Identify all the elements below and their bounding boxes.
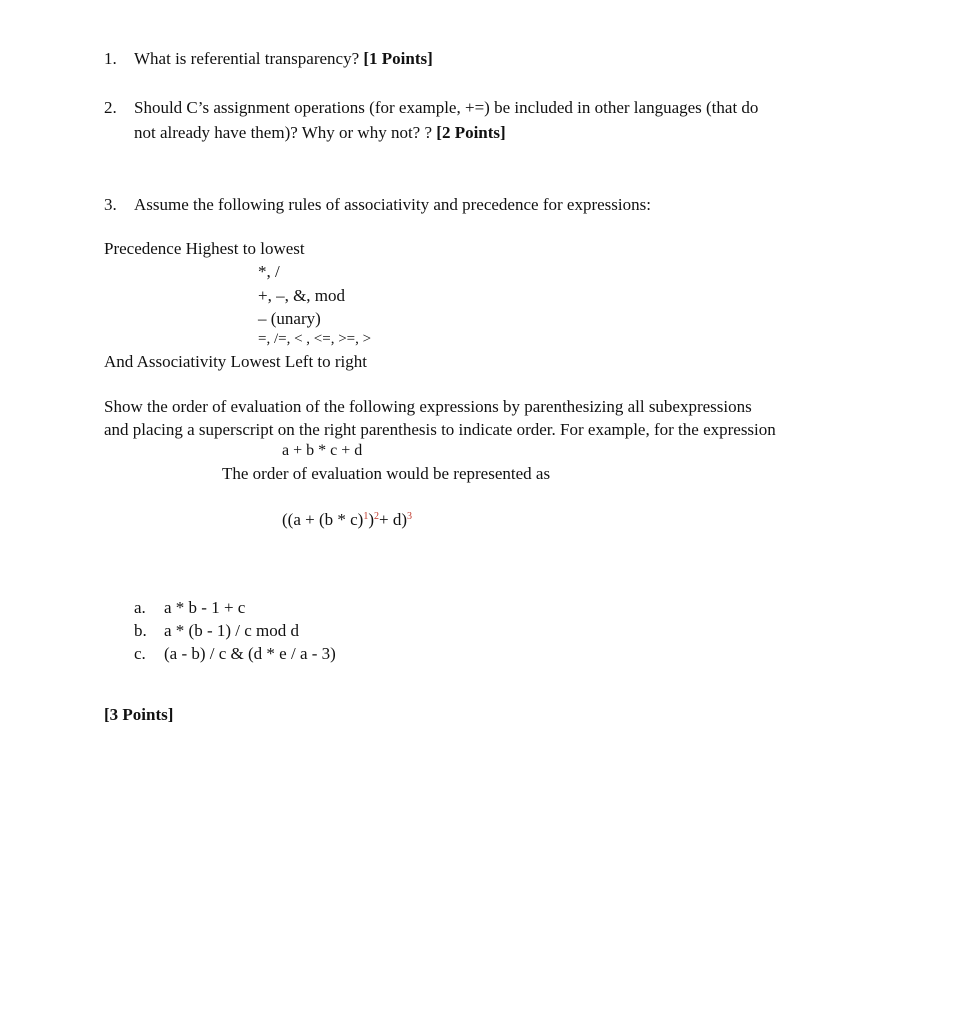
represented-as-text: The order of evaluation would be represented as xyxy=(222,464,551,483)
list-item xyxy=(134,621,299,641)
question-2-points: [2 Points] xyxy=(436,123,506,142)
instructions-line-1: Show the order of evaluation of the following expressions by parenthesizing all subexpressions xyxy=(104,397,752,416)
example-superscript-1: 1 xyxy=(363,511,369,522)
question-3-text: Assume the following rules of associativity and precedence for expressions: xyxy=(134,195,651,214)
precedence-level-2: +, –, &, mod xyxy=(258,286,346,305)
list-item-label: b. xyxy=(134,621,147,640)
question-2-continued xyxy=(134,123,506,143)
question-1-points: [1 Points] xyxy=(363,49,433,68)
question-3-number: 3. xyxy=(104,195,117,214)
example-superscript-2: 2 xyxy=(374,511,379,522)
example-superscript-3: 3 xyxy=(407,511,412,522)
question-1-text: What is referential transparency? xyxy=(134,49,360,68)
example-answer xyxy=(282,510,412,530)
question-2-text-line2: not already have them)? Why or why not? ? xyxy=(134,123,433,142)
precedence-level-4: =, /=, < , <=, >=, > xyxy=(258,331,372,347)
example-answer-part-2: ) xyxy=(368,510,374,529)
example-answer-part-3: + d) xyxy=(379,510,407,529)
question-2-text-line1: Should C’s assignment operations (for example, +=) be included in other languages (that do xyxy=(134,98,759,117)
list-item-expression: a * b - 1 + c xyxy=(164,598,246,617)
list-item xyxy=(134,644,336,664)
list-item xyxy=(134,598,245,618)
precedence-level-3: – (unary) xyxy=(258,309,321,328)
list-item-label: c. xyxy=(134,644,146,663)
question-1-number: 1. xyxy=(104,49,117,68)
question-3 xyxy=(104,195,651,215)
associativity-text: And Associativity Lowest Left to right xyxy=(104,352,367,371)
precedence-level-1: *, / xyxy=(258,262,280,281)
question-1 xyxy=(104,49,433,69)
question-2 xyxy=(104,98,758,118)
list-item-expression: a * (b - 1) / c mod d xyxy=(164,621,300,640)
instructions-line-2: and placing a superscript on the right parenthesis to indicate order. For example, for the expression xyxy=(104,420,776,439)
precedence-heading: Precedence Highest to lowest xyxy=(104,239,305,258)
list-item-label: a. xyxy=(134,598,146,617)
final-points: [3 Points] xyxy=(104,705,174,724)
list-item-expression: (a - b) / c & (d * e / a - 3) xyxy=(164,644,336,663)
example-answer-part-1: ((a + (b * c) xyxy=(282,510,364,529)
example-expression: a + b * c + d xyxy=(282,442,363,459)
question-2-number: 2. xyxy=(104,98,117,117)
